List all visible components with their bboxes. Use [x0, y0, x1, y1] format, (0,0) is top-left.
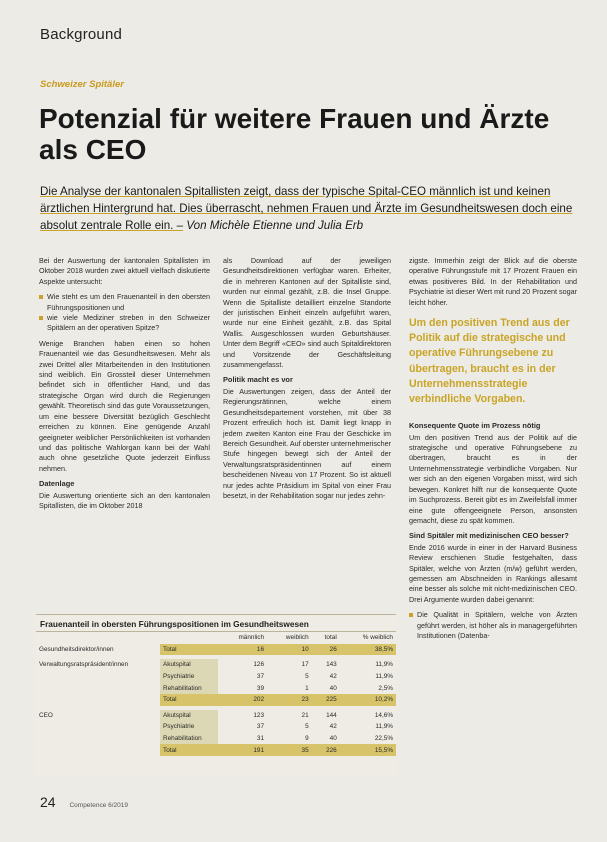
text-column-1 — [39, 256, 210, 516]
cell-total: 40 — [329, 735, 337, 743]
cell-total: 42 — [329, 723, 337, 731]
cell-male: 39 — [256, 684, 265, 692]
cell-male: 123 — [253, 711, 265, 719]
subheading: Datenlage — [39, 479, 75, 489]
byline: Von Michèle Etienne und Julia Erb — [186, 219, 364, 233]
bullet-list — [39, 292, 210, 334]
row-label: Rehabilitation — [160, 682, 218, 694]
cell-female: 5 — [305, 723, 309, 731]
row-label: Total — [160, 694, 218, 706]
row-group-label — [36, 671, 160, 683]
data-table — [36, 632, 396, 756]
section-label: Background — [40, 26, 123, 43]
cell-male: 202 — [218, 694, 267, 706]
cell-male: 126 — [253, 661, 265, 669]
row-group-label — [36, 744, 160, 756]
cell-percent-female: 22,5% — [374, 735, 393, 743]
table-row — [36, 671, 396, 683]
cell-total: 226 — [312, 744, 340, 756]
row-label: Total — [160, 644, 218, 656]
table-header-row — [36, 632, 396, 644]
column-header: weiblich — [285, 634, 309, 642]
cell-total: 144 — [326, 711, 337, 719]
table-row — [36, 644, 396, 656]
bullet-list — [409, 610, 577, 641]
subheading: Sind Spitäler mit medizinischen CEO besser? — [409, 531, 569, 541]
cell-percent-female: 10,2% — [340, 694, 396, 706]
article-lead — [40, 183, 575, 235]
cell-male: 37 — [256, 723, 265, 731]
cell-female: 5 — [305, 673, 309, 681]
row-group-label: CEO — [39, 711, 53, 719]
magazine-name: Competence 6/2019 — [69, 802, 129, 809]
table-row — [36, 710, 396, 722]
table-row — [36, 733, 396, 745]
table-body — [36, 644, 396, 756]
row-group-label — [36, 721, 160, 733]
page-footer — [40, 794, 128, 810]
article-title: Potenzial für weitere Frauen und Ärzte als CEO — [39, 103, 550, 165]
table-row — [36, 744, 396, 756]
cell-percent-female: 15,5% — [340, 744, 396, 756]
table-row — [36, 682, 396, 694]
list-item: Die Qualität in Spitälern, welche von Ärzten geführt werden, ist höher als in managergeführten Institutionen (Datenba- — [409, 610, 577, 641]
row-group-label — [36, 694, 160, 706]
cell-male: 16 — [218, 644, 267, 656]
text-column-3 — [409, 256, 577, 646]
row-group-label — [36, 682, 160, 694]
cell-female: 17 — [301, 661, 309, 669]
row-label: Total — [160, 744, 218, 756]
row-group-label — [36, 733, 160, 745]
cell-percent-female: 38,5% — [340, 644, 396, 656]
cell-percent-female: 14,6% — [374, 711, 393, 719]
paragraph: Die Auswertung orientierte sich an den kantonalen Spitallisten, die im Oktober 2018 — [39, 490, 210, 510]
column-header: männlich — [238, 634, 265, 642]
list-item: Wie steht es um den Frauenanteil in den obersten Führungspositionen und — [39, 292, 210, 313]
paragraph: zigste. Immerhin zeigt der Blick auf die oberste operative Führungsstufe mit 17 Prozent Frauen ein etwas positiveres Bild. In der Rehabilitation und Psychiatrie ist dieser Wert mit rund 20 Prozent sogar leicht höher. — [409, 256, 577, 307]
row-label: Rehabilitation — [160, 733, 218, 745]
paragraph: Die Auswertungen zeigen, dass der Anteil der Regierungsrätinnen, welche einem Gesundheitsdepartement vorstehen, mit über 38 Prozent erfreulich hoch ist. Damit liegt knapp in jedem zweiten Kanton eine Frau der Geschicke im Bereich Gesundheit. Auf oberster unternehmerischer Stufe hingegen bewegt sich der Anteil der Verwaltungsratspräsidentinnen auf einem bescheidenen Niveau von 17 Prozent. So ist aktuell nur jedes achte Präsidium im Spital von einer Frau besetzt, in der Rehabilitation sogar nur jedes zehn- — [223, 386, 391, 500]
row-label: Psychiatrie — [160, 721, 218, 733]
cell-male: 191 — [218, 744, 267, 756]
paragraph: Um den positiven Trend aus der Politik auf die strategische und operative Führungsebene zu übertragen, braucht es in der Unternehmensstrategie verbindliche Vorgaben. Nur wer sich an den eigenen Vorgaben misst, wird sich bewegen. Konkret hilft nur die konsequente Quote im Suchprozess. Bereit gibt es im Zweifelsfall immer eine gute offengeeignete Person, ansonsten gemacht, diese zu spät kommen. — [409, 432, 577, 525]
cell-percent-female: 2,5% — [378, 684, 393, 692]
cell-total: 143 — [326, 661, 337, 669]
pull-quote: Um den positiven Trend aus der Politik auf die strategische und operative Führungsebene zu übertragen, braucht es in der Unternehmensstrategie verbindliche Vorgaben. — [409, 317, 570, 406]
data-table-box — [36, 614, 396, 778]
cell-total: 40 — [329, 684, 337, 692]
paragraph: Bei der Auswertung der kantonalen Spitallisten im Oktober 2018 wurden zwei aktuell vielfach diskutierte Aspekte untersucht: — [39, 256, 210, 286]
subheading: Politik macht es vor — [223, 375, 293, 385]
paragraph: Ende 2016 wurde in einer in der Harvard Business Review erschienen Studie festgehalten, dass Spitäler, welche von Ärzten (m/w) geführt werden, gemessen am Abschneiden in Rankings allesamt eine besser als solche mit nicht-medizinischen CEO. Drei Argumente wurden dabei genannt: — [409, 542, 577, 604]
table-row — [36, 694, 396, 706]
cell-total: 42 — [329, 673, 337, 681]
cell-female: 21 — [301, 711, 309, 719]
table-row — [36, 721, 396, 733]
row-label: Akutspital — [160, 710, 218, 722]
cell-female: 9 — [305, 735, 309, 743]
column-header: total — [324, 634, 337, 642]
row-group-label: Verwaltungsratspräsident/innen — [39, 661, 129, 669]
cell-total: 225 — [312, 694, 340, 706]
text-column-2 — [223, 256, 391, 506]
cell-female: 1 — [305, 684, 309, 692]
row-label: Psychiatrie — [160, 671, 218, 683]
cell-percent-female: 11,9% — [375, 661, 393, 669]
cell-female: 35 — [267, 744, 312, 756]
paragraph: als Download auf der jeweiligen Gesundheitsdirektionen verfügbar waren. Erheiter, die in mehreren Kantonen auf der Spitalliste sind, wurden nur einmal gezählt, z.B. die Insel Gruppe. Wenn die Spitalliste detailliert einzelne Standorte der juristischen Einheit einzeln aufgeführt waren, wurde nur eine Einheit gezählt, z.B. das Spital Wallis. Ausgeschlossen wurden Geburtshäuser. Unter dem Begriff «CEO» sind auch Spitaldirektoren und Vorsitzende der Geschäftsleitung zusammengefasst. — [223, 256, 391, 370]
cell-male: 37 — [256, 673, 265, 681]
cell-percent-female: 11,9% — [375, 723, 393, 731]
table-row — [36, 659, 396, 671]
paragraph: Wenige Branchen haben einen so hohen Frauenanteil wie das Gesundheitswesen. Mehr als zwei Drittel aller Mitarbeitenden in den Institutionen sind weiblich. Ein Grossteil dieser Unternehmen befindet sich in öffentlicher Hand, und das strategische Organ wird durch die Regierungen gewählt. Theoretisch sind das gute Voraussetzungen, um eine bessere Diversität bezüglich Geschlecht erreichen zu können. Eine genügende Anzahl geeigneter weiblicher Persönlichkeiten ist vorhanden und das politische Wahlorgan kann bei der Wahl auch ohne gesetzliche Quote jederzeit Einfluss nehmen. — [39, 338, 210, 473]
row-label: Akutspital — [160, 659, 218, 671]
table-title: Frauenanteil in obersten Führungspositionen im Gesundheitswesen — [36, 615, 396, 632]
cell-female: 23 — [267, 694, 312, 706]
lead-text: Die Analyse der kantonalen Spitallisten zeigt, dass der typische Spital-CEO männlich ist und keinen ärztlichen Hintergrund hat. Dies überrascht, nehmen Frauen und Ärzte im Gesundheitswesen doch eine absolut zentrale Rolle ein. – — [40, 185, 573, 233]
cell-percent-female: 11,9% — [375, 673, 393, 681]
cell-total: 26 — [312, 644, 340, 656]
subheading: Konsequente Quote im Prozess nötig — [409, 421, 541, 431]
cell-male: 31 — [256, 735, 265, 743]
column-header: % weiblich — [362, 634, 393, 642]
list-item: wie viele Mediziner streben in den Schweizer Spitälern an der operativen Spitze? — [39, 313, 210, 334]
row-group-label: Gesundheitsdirektor/innen — [39, 645, 114, 653]
page-number: 24 — [40, 794, 56, 810]
kicker: Schweizer Spitäler — [40, 79, 124, 90]
cell-female: 10 — [267, 644, 312, 656]
